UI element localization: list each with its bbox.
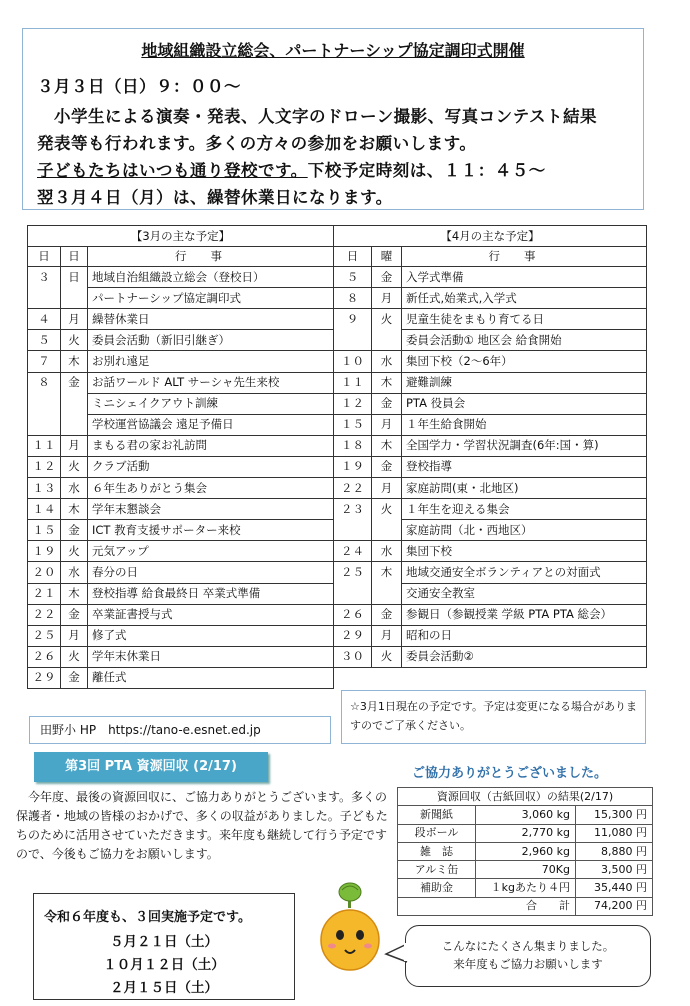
day-cell: １８: [334, 435, 372, 456]
day-cell: ２６: [334, 604, 372, 625]
day-cell: ８: [28, 372, 61, 393]
results-total-label: 合 計: [476, 897, 576, 915]
col-day: 日: [334, 247, 372, 267]
weekday-cell: 日: [61, 267, 88, 288]
weekday-cell: [372, 330, 402, 351]
weekday-cell: 月: [372, 625, 402, 646]
results-item: アルミ缶: [398, 861, 476, 879]
schedule-row: [334, 309, 647, 330]
announcement-line: 発表等も行われます。多くの方々の参加をお願いします。: [37, 134, 477, 153]
day-cell: １１: [28, 435, 61, 456]
col-event: 行事: [88, 247, 334, 267]
day-cell: １９: [28, 541, 61, 562]
event-cell: 春分の日: [88, 562, 334, 583]
results-amount: 8,880 円: [576, 842, 653, 860]
day-cell: ２５: [28, 625, 61, 646]
day-cell: ２９: [28, 667, 61, 688]
event-cell: 家庭訪問(東・北地区): [402, 478, 647, 499]
schedule-row: [28, 393, 334, 414]
announcement-holiday: 翌３月４日（月）は、繰替休業日になります。: [37, 188, 393, 207]
schedule-row: [28, 499, 334, 520]
schedule-row: [334, 625, 647, 646]
schedule-row: [334, 478, 647, 499]
day-cell: １２: [28, 456, 61, 477]
day-cell: ２４: [334, 541, 372, 562]
schedule-row: [334, 372, 647, 393]
schedule-row: [28, 309, 334, 330]
weekday-cell: 火: [372, 646, 402, 667]
weekday-cell: 金: [372, 267, 402, 288]
weekday-cell: 木: [372, 562, 402, 583]
results-qty: 70Kg: [476, 861, 576, 879]
event-cell: 参観日（参観授業 学級 PTA PTA 総会）: [402, 604, 647, 625]
schedule-row: [334, 351, 647, 372]
mascot-orange-icon: [318, 880, 382, 980]
day-cell: [28, 414, 61, 435]
weekday-cell: [372, 583, 402, 604]
results-qty: 2,770 kg: [476, 824, 576, 842]
day-cell: [334, 583, 372, 604]
schedule-row: [334, 499, 647, 520]
event-cell: 離任式: [88, 667, 334, 688]
schedule-row: [28, 520, 334, 541]
weekday-cell: 火: [61, 541, 88, 562]
event-cell: 地域交通安全ボランティアとの対面式: [402, 562, 647, 583]
schedule-row: [28, 562, 334, 583]
results-title: 資源回収（古紙回収）の結果(2/17): [398, 788, 653, 806]
schedule-row: [28, 625, 334, 646]
recycling-results-table: [397, 787, 653, 916]
speech-bubble: [405, 925, 651, 987]
schedule-row: [28, 267, 334, 288]
thanks-heading: ご協力ありがとうございました。: [412, 766, 608, 781]
pta-recycling-banner: 第3回 PTA 資源回収 (2/17): [34, 752, 268, 782]
schedule-row: [28, 330, 334, 351]
bubble-line: こんなにたくさん集まりました。: [441, 939, 615, 953]
day-cell: ５: [28, 330, 61, 351]
schedule-row: [28, 435, 334, 456]
day-cell: ４: [28, 309, 61, 330]
day-cell: １９: [334, 456, 372, 477]
schedule-row: [334, 330, 647, 351]
weekday-cell: 木: [61, 583, 88, 604]
next-year-date: １０月１２日（土）: [103, 957, 225, 973]
day-cell: ３０: [334, 646, 372, 667]
schedule-row: [334, 646, 647, 667]
weekday-cell: 水: [372, 541, 402, 562]
event-cell: 新任式,始業式,入学式: [402, 288, 647, 309]
schedule-row: [28, 414, 334, 435]
event-cell: 地域自治組織設立総会（登校日）: [88, 267, 334, 288]
results-row: [398, 806, 653, 824]
weekday-cell: 金: [61, 667, 88, 688]
weekday-cell: [372, 520, 402, 541]
april-title: 【4月の主な予定】: [334, 226, 647, 247]
event-cell: お別れ遠足: [88, 351, 334, 372]
weekday-cell: 火: [61, 330, 88, 351]
col-event: 行事: [402, 247, 647, 267]
event-cell: 繰替休業日: [88, 309, 334, 330]
day-cell: ２６: [28, 646, 61, 667]
event-cell: １年生給食開始: [402, 414, 647, 435]
bubble-joint: [404, 941, 408, 963]
day-cell: １１: [334, 372, 372, 393]
next-year-date: ２月１５日（土）: [110, 980, 218, 996]
weekday-cell: 水: [61, 562, 88, 583]
weekday-cell: 水: [61, 478, 88, 499]
day-cell: １５: [28, 520, 61, 541]
pta-body-text: 今年度、最後の資源回収に、ご協力ありがとうございます。多くの保護者・地域の皆様のおかげで、多くの収益がありました。子どもたちのために活用させていただきます。来年度も継続して行う予定ですので、今後もご協力をお願いします。: [16, 790, 388, 861]
results-row: [398, 824, 653, 842]
schedule-row: [28, 372, 334, 393]
announcement-date: ３月３日（日）９：００～: [37, 77, 241, 96]
day-cell: ２２: [28, 604, 61, 625]
event-cell: 元気アップ: [88, 541, 334, 562]
weekday-cell: 木: [61, 351, 88, 372]
day-cell: ３: [28, 267, 61, 288]
results-qty: 3,060 kg: [476, 806, 576, 824]
weekday-cell: 木: [372, 372, 402, 393]
schedule-row: [28, 604, 334, 625]
march-title: 【3月の主な予定】: [28, 226, 334, 247]
event-cell: 集団下校: [402, 541, 647, 562]
day-cell: １２: [334, 393, 372, 414]
day-cell: １５: [334, 414, 372, 435]
col-weekday: 日: [61, 247, 88, 267]
weekday-cell: 月: [61, 309, 88, 330]
results-item: 補助金: [398, 879, 476, 897]
event-cell: 全国学力・学習状況調査(6年:国・算): [402, 435, 647, 456]
schedule-row: [28, 478, 334, 499]
results-row: [398, 861, 653, 879]
announcement-box: [22, 28, 644, 210]
event-cell: 昭和の日: [402, 625, 647, 646]
weekday-cell: 金: [372, 456, 402, 477]
weekday-cell: 月: [372, 288, 402, 309]
day-cell: [28, 393, 61, 414]
weekday-cell: 水: [372, 351, 402, 372]
schedule-row: [28, 583, 334, 604]
schedule-row: [334, 435, 647, 456]
event-cell: 避難訓練: [402, 372, 647, 393]
results-item: 段ボール: [398, 824, 476, 842]
col-weekday: 曜: [372, 247, 402, 267]
schedule-row: [334, 604, 647, 625]
next-year-dates-box: [33, 893, 295, 1000]
schedule-row: [28, 351, 334, 372]
weekday-cell: 金: [61, 372, 88, 393]
bubble-line: 来年度もご協力お願いします: [453, 957, 603, 971]
day-cell: １０: [334, 351, 372, 372]
day-cell: ８: [334, 288, 372, 309]
weekday-cell: 火: [372, 499, 402, 520]
event-cell: 委員会活動②: [402, 646, 647, 667]
weekday-cell: 金: [61, 604, 88, 625]
event-cell: ６年生ありがとう集会: [88, 478, 334, 499]
announcement-line: 小学生による演奏・発表、人文字のドローン撮影、写真コンテスト結果: [37, 107, 598, 126]
event-cell: お話ワールド ALT サーシャ先生来校: [88, 372, 334, 393]
next-year-title: 令和６年度も、３回実施予定です。: [44, 910, 251, 925]
results-total-amount: 74,200 円: [576, 897, 653, 915]
day-cell: ２２: [334, 478, 372, 499]
day-cell: ２３: [334, 499, 372, 520]
schedule-row: [28, 541, 334, 562]
weekday-cell: [61, 393, 88, 414]
day-cell: ５: [334, 267, 372, 288]
day-cell: [334, 520, 372, 541]
event-cell: 学年末懇談会: [88, 499, 334, 520]
weekday-cell: 木: [61, 499, 88, 520]
school-homepage-link[interactable]: 田野小 HP https://tano-e.esnet.ed.jp: [29, 716, 331, 744]
schedule-row: [334, 541, 647, 562]
results-amount: 15,300 円: [576, 806, 653, 824]
schedule-row: [334, 414, 647, 435]
announcement-title: 地域組織設立総会、パートナーシップ協定調印式開催: [141, 41, 525, 60]
results-row: [398, 879, 653, 897]
schedule-row: [334, 456, 647, 477]
schedule-row: [28, 288, 334, 309]
schedule-note: ☆3月1日現在の予定です。予定は変更になる場合がありますのでご了承ください。: [341, 690, 646, 744]
march-schedule-table: [27, 225, 334, 689]
event-cell: 修了式: [88, 625, 334, 646]
schedule-row: [334, 393, 647, 414]
april-schedule-table: [333, 225, 647, 668]
results-qty: 2,960 kg: [476, 842, 576, 860]
results-qty: １kgあたり４円: [476, 879, 576, 897]
day-cell: ２１: [28, 583, 61, 604]
event-cell: 委員会活動（新旧引継ぎ）: [88, 330, 334, 351]
event-cell: 学校運営協議会 遠足予備日: [88, 414, 334, 435]
results-amount: 11,080 円: [576, 824, 653, 842]
day-cell: ２５: [334, 562, 372, 583]
weekday-cell: 金: [61, 520, 88, 541]
weekday-cell: 木: [372, 435, 402, 456]
schedule-row: [334, 583, 647, 604]
weekday-cell: 火: [61, 646, 88, 667]
event-cell: 委員会活動① 地区会 給食開始: [402, 330, 647, 351]
event-cell: 家庭訪問（北・西地区）: [402, 520, 647, 541]
day-cell: [334, 330, 372, 351]
next-year-date: ５月２１日（土）: [110, 934, 218, 950]
event-cell: 入学式準備: [402, 267, 647, 288]
event-cell: 児童生徒をまもり育てる日: [402, 309, 647, 330]
announcement-dismissal: 子どもたちはいつも通り登校です。下校予定時刻は、１１：４５～: [37, 161, 546, 180]
results-amount: 3,500 円: [576, 861, 653, 879]
weekday-cell: 火: [61, 456, 88, 477]
event-cell: クラブ活動: [88, 456, 334, 477]
weekday-cell: 月: [61, 625, 88, 646]
results-item: 新聞紙: [398, 806, 476, 824]
day-cell: １３: [28, 478, 61, 499]
day-cell: ２９: [334, 625, 372, 646]
schedule-row: [334, 520, 647, 541]
weekday-cell: [61, 414, 88, 435]
event-cell: １年生を迎える集会: [402, 499, 647, 520]
event-cell: 卒業証書授与式: [88, 604, 334, 625]
weekday-cell: 金: [372, 604, 402, 625]
day-cell: ７: [28, 351, 61, 372]
event-cell: 交通安全教室: [402, 583, 647, 604]
event-cell: PTA 役員会: [402, 393, 647, 414]
schedule-row: [28, 646, 334, 667]
weekday-cell: 月: [61, 435, 88, 456]
schedule-row: [28, 456, 334, 477]
event-cell: 集団下校（2～6年）: [402, 351, 647, 372]
results-row: [398, 842, 653, 860]
schedule-row: [334, 562, 647, 583]
event-cell: 登校指導: [402, 456, 647, 477]
schedule-row: [334, 267, 647, 288]
event-cell: ミニシェイクアウト訓練: [88, 393, 334, 414]
weekday-cell: 月: [372, 414, 402, 435]
event-cell: 登校指導 給食最終日 卒業式準備: [88, 583, 334, 604]
results-item: 雑 誌: [398, 842, 476, 860]
event-cell: まもる君の家お礼訪問: [88, 435, 334, 456]
schedule-row: [28, 667, 334, 688]
schedule-row: [334, 288, 647, 309]
event-cell: 学年末休業日: [88, 646, 334, 667]
weekday-cell: [61, 288, 88, 309]
day-cell: [28, 288, 61, 309]
results-amount: 35,440 円: [576, 879, 653, 897]
weekday-cell: 月: [372, 478, 402, 499]
day-cell: １４: [28, 499, 61, 520]
weekday-cell: 金: [372, 393, 402, 414]
day-cell: ２０: [28, 562, 61, 583]
event-cell: パートナーシップ協定調印式: [88, 288, 334, 309]
day-cell: ９: [334, 309, 372, 330]
event-cell: ICT 教育支援サポーター来校: [88, 520, 334, 541]
weekday-cell: 火: [372, 309, 402, 330]
col-day: 日: [28, 247, 61, 267]
